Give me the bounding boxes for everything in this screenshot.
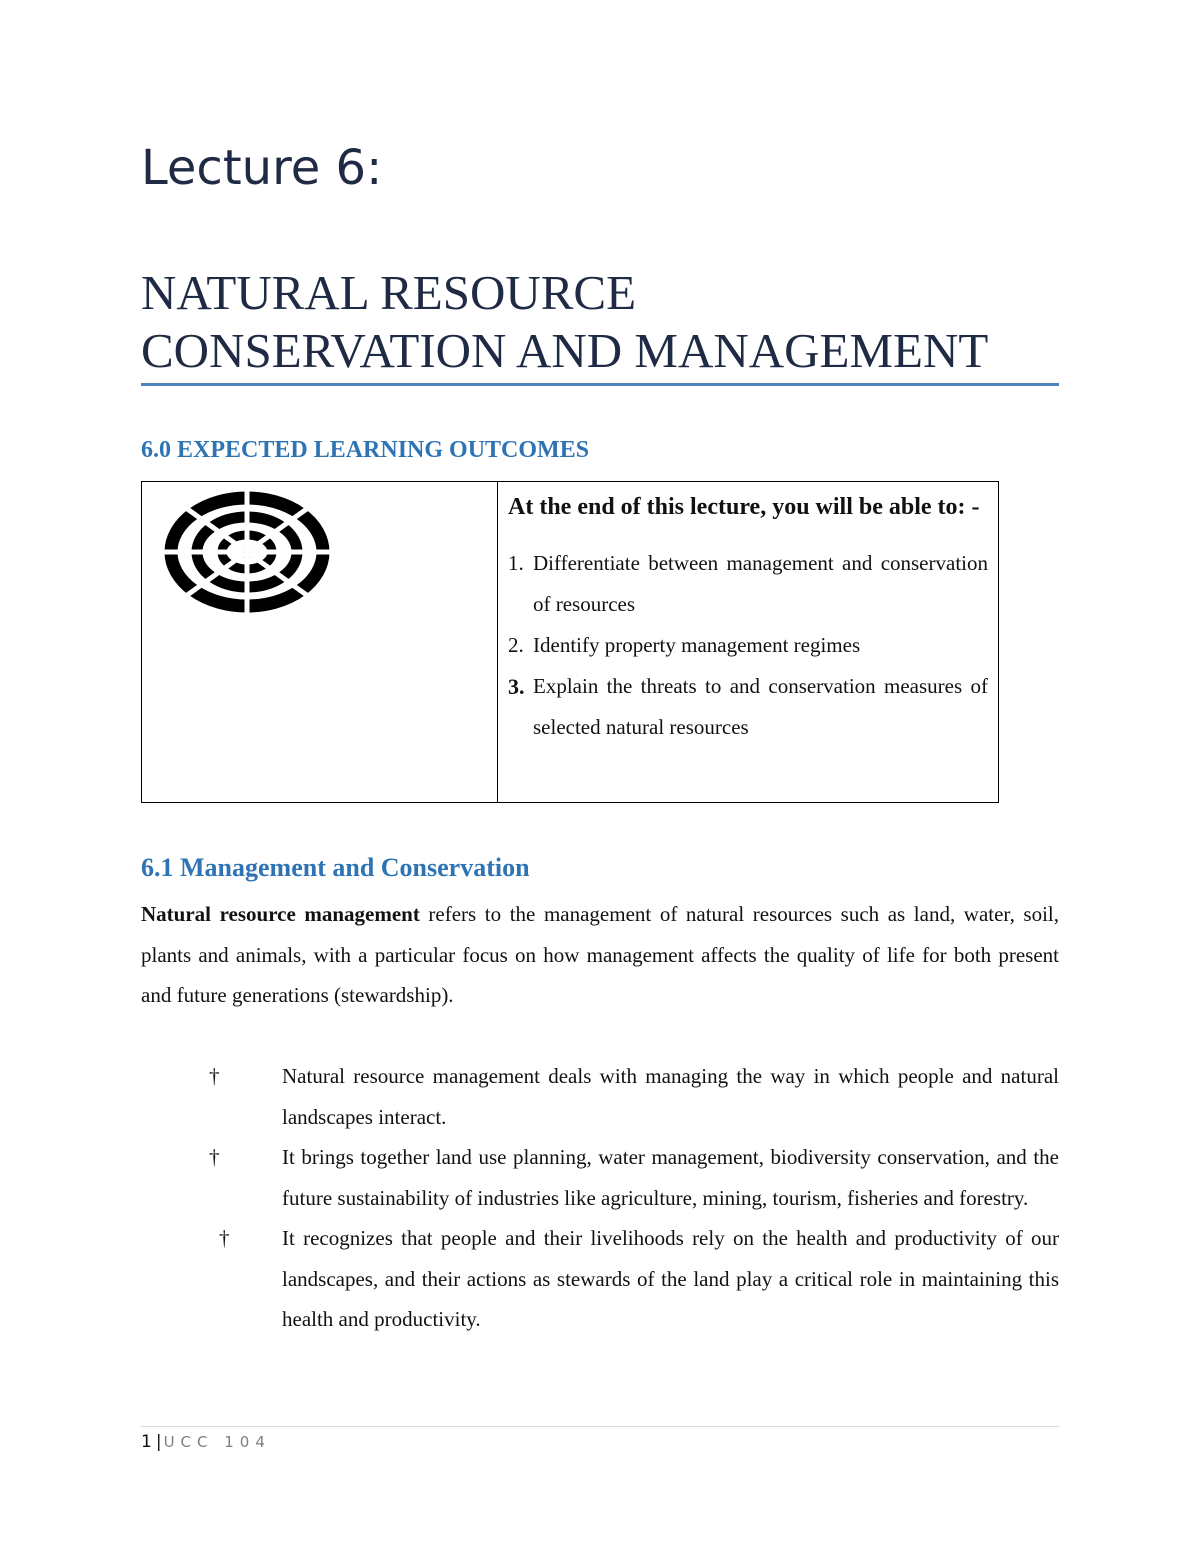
- outcomes-heading: 6.0 EXPECTED LEARNING OUTCOMES: [141, 437, 590, 463]
- icon-cell: [142, 482, 498, 802]
- footer-divider: [141, 1426, 1059, 1427]
- bullet-text: It recognizes that people and their livelihoods rely on the health and productivity of our landscapes, and their actions as stewards of the land play a critical role in maintaining this health and productivity.: [282, 1226, 1059, 1331]
- list-item: [508, 625, 988, 666]
- title-line-1: NATURAL RESOURCE: [141, 265, 637, 320]
- page-title: [141, 264, 1061, 380]
- page-number: 1: [141, 1432, 152, 1452]
- title-line-2: CONSERVATION AND MANAGEMENT: [141, 323, 989, 378]
- target-icon: [164, 490, 330, 615]
- list-item: [508, 543, 988, 625]
- item-number: 2.: [508, 633, 524, 657]
- item-number: 3.: [508, 674, 525, 699]
- bullet-text: It brings together land use planning, water management, biodiversity conservation, and the future sustainability of industries like agriculture, mining, tourism, fisheries and forestry.: [282, 1145, 1059, 1210]
- list-item: [141, 1056, 1059, 1137]
- outcomes-text-cell: [498, 482, 998, 802]
- list-item: [141, 1137, 1059, 1218]
- list-item: [141, 1218, 1059, 1340]
- lecture-label: Lecture 6:: [141, 140, 383, 196]
- dagger-bullet-icon: †: [209, 1064, 220, 1088]
- bullet-list: [141, 1056, 1059, 1340]
- definition-text: refers to the management of natural resources such as land, water, soil, plants and animals, with a particular focus on how management affects the quality of life for both present and future generations (stewardship).: [141, 902, 1060, 1007]
- page-footer: [141, 1432, 271, 1452]
- bullet-text: Natural resource management deals with managing the way in which people and natural landscapes interact.: [282, 1064, 1059, 1129]
- definition-paragraph: [141, 894, 1059, 1016]
- title-underline: [141, 383, 1059, 386]
- outcomes-table: [141, 481, 999, 803]
- dagger-bullet-icon: †: [209, 1145, 220, 1169]
- item-text: Identify property management regimes: [533, 633, 861, 657]
- course-code: UCC 104: [163, 1433, 271, 1451]
- outcomes-intro: At the end of this lecture, you will be able to: -: [508, 494, 980, 520]
- footer-separator: |: [155, 1432, 162, 1452]
- outcomes-list: [508, 543, 988, 748]
- list-item: [508, 666, 988, 748]
- dagger-bullet-icon: †: [219, 1226, 230, 1250]
- item-text: Differentiate between management and conservation of resources: [533, 551, 988, 616]
- item-number: 1.: [508, 551, 524, 575]
- section-heading-management: 6.1 Management and Conservation: [141, 853, 530, 882]
- defined-term: Natural resource management: [141, 902, 420, 926]
- item-text: Explain the threats to and conservation measures of selected natural resources: [533, 674, 988, 739]
